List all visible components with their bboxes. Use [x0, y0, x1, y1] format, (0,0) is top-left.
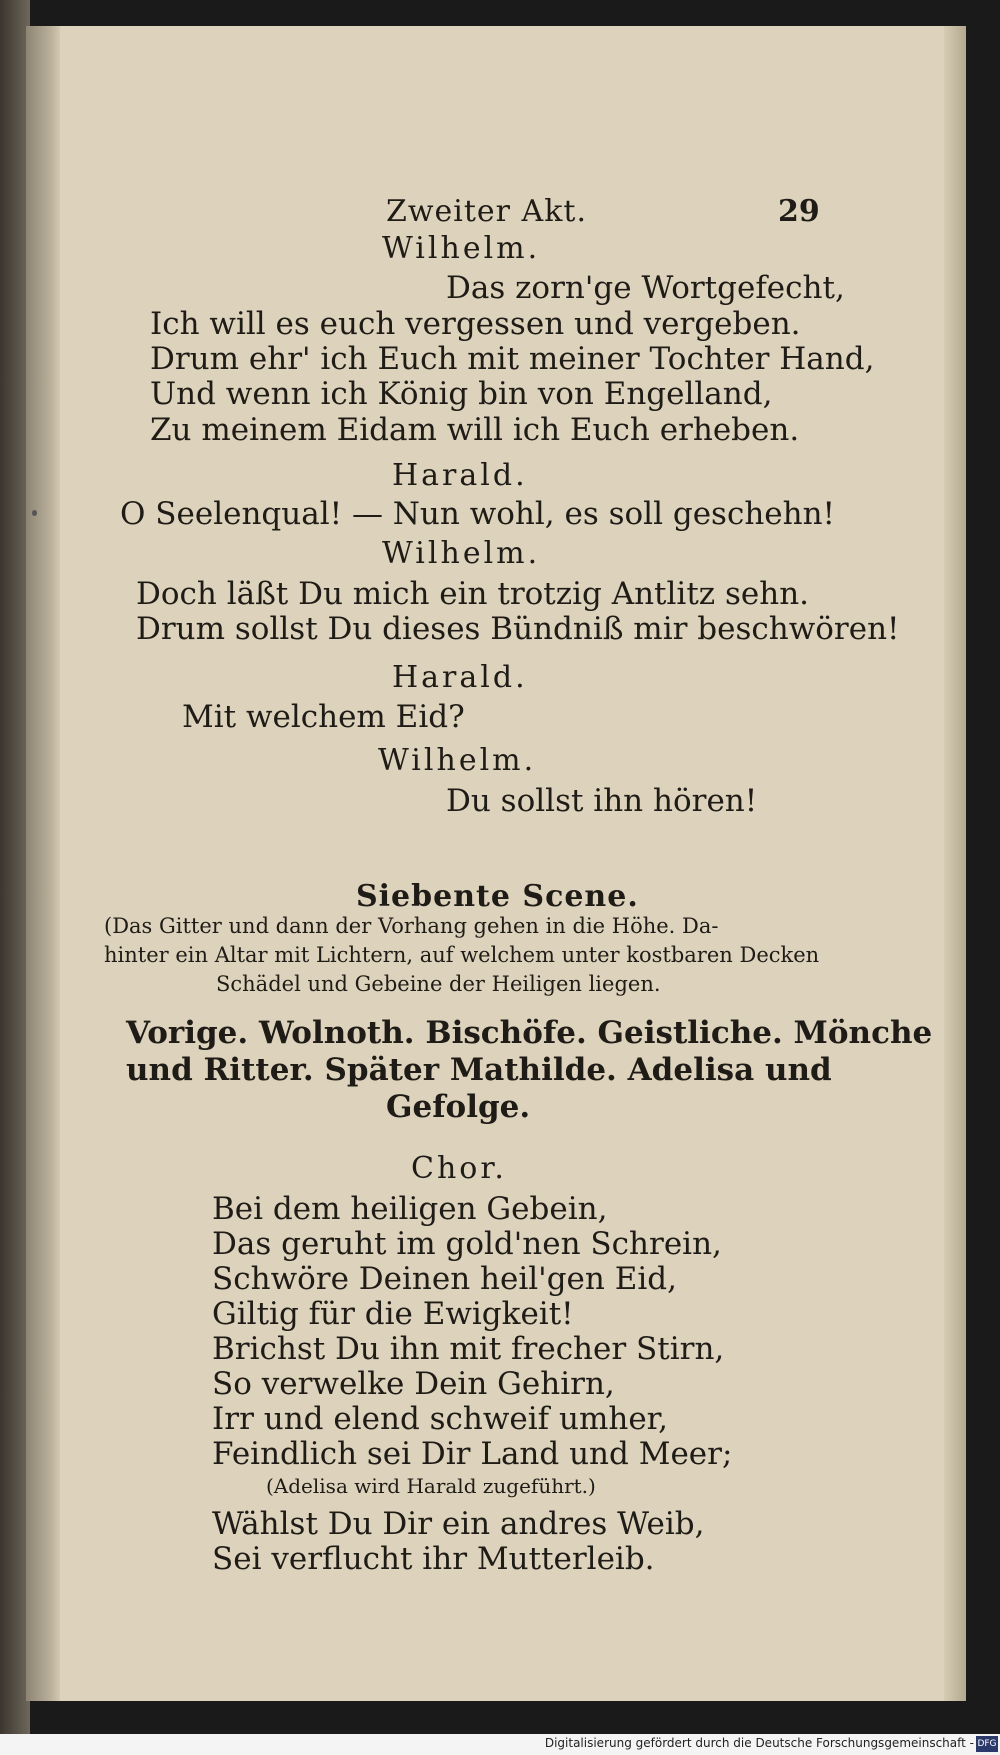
verse-line: Brichst Du ihn mit frecher Stirn,: [212, 1331, 725, 1367]
cast-line: und Ritter. Später Mathilde. Adelisa und: [126, 1052, 832, 1088]
stage-direction-line: (Das Gitter und dann der Vorhang gehen in die Höhe. Da-: [104, 914, 719, 938]
verse-line: Giltig für die Ewigkeit!: [212, 1296, 574, 1332]
running-title: Zweiter Akt.: [386, 194, 587, 229]
speaker-name: Wilhelm.: [382, 536, 541, 571]
cast-line: Gefolge.: [386, 1089, 531, 1125]
verse-line: Zu meinem Eidam will ich Euch erheben.: [150, 412, 800, 448]
dfg-logo: DFG: [976, 1736, 998, 1752]
cast-line: Vorige. Wolnoth. Bischöfe. Geistliche. Mönche: [126, 1015, 933, 1051]
speaker-name: Wilhelm.: [382, 231, 541, 266]
verse-line: O Seelenqual! — Nun wohl, es soll geschehn!: [120, 496, 836, 532]
verse-line: Schwöre Deinen heil'gen Eid,: [212, 1261, 677, 1297]
speaker-name: Wilhelm.: [378, 743, 537, 778]
verse-line: Ich will es euch vergessen und vergeben.: [150, 306, 801, 342]
stage-direction-line: hinter ein Altar mit Lichtern, auf welchem unter kostbaren Decken: [104, 943, 820, 967]
verse-line: Irr und elend schweif umher,: [212, 1401, 668, 1437]
funding-credit: Digitalisierung gefördert durch die Deutsche Forschungsgemeinschaft -: [544, 1736, 974, 1750]
speaker-name: Chor.: [411, 1151, 507, 1186]
book-page: [26, 26, 966, 1701]
verse-line: Doch läßt Du mich ein trotzig Antlitz sehn.: [136, 576, 810, 612]
verse-line: Drum sollst Du dieses Bündniß mir beschwören!: [136, 611, 900, 647]
digitization-footer: [0, 1734, 1000, 1755]
page-gutter: [26, 26, 60, 1701]
verse-line: Feindlich sei Dir Land und Meer;: [212, 1436, 733, 1472]
verse-line: Wählst Du Dir ein andres Weib,: [212, 1506, 705, 1542]
verse-line: Das zorn'ge Wortgefecht,: [446, 270, 845, 306]
verse-line: Sei verflucht ihr Mutterleib.: [212, 1541, 655, 1577]
scene-title: Siebente Scene.: [356, 879, 639, 914]
verse-line: Mit welchem Eid?: [182, 699, 465, 735]
speaker-name: Harald.: [392, 458, 528, 493]
page-number: 29: [778, 194, 820, 229]
verse-line: Und wenn ich König bin von Engelland,: [150, 376, 773, 412]
verse-line: Drum ehr' ich Euch mit meiner Tochter Hand,: [150, 341, 875, 377]
verse-line: Bei dem heiligen Gebein,: [212, 1191, 608, 1227]
page-edge: [944, 26, 966, 1701]
stage-direction-line: Schädel und Gebeine der Heiligen liegen.: [216, 972, 661, 996]
verse-line: Du sollst ihn hören!: [446, 783, 758, 819]
verse-line: Das geruht im gold'nen Schrein,: [212, 1226, 722, 1262]
stage-direction: (Adelisa wird Harald zugeführt.): [266, 1474, 596, 1498]
verse-line: So verwelke Dein Gehirn,: [212, 1366, 615, 1402]
speaker-name: Harald.: [392, 660, 528, 695]
margin-mark: [32, 510, 37, 516]
